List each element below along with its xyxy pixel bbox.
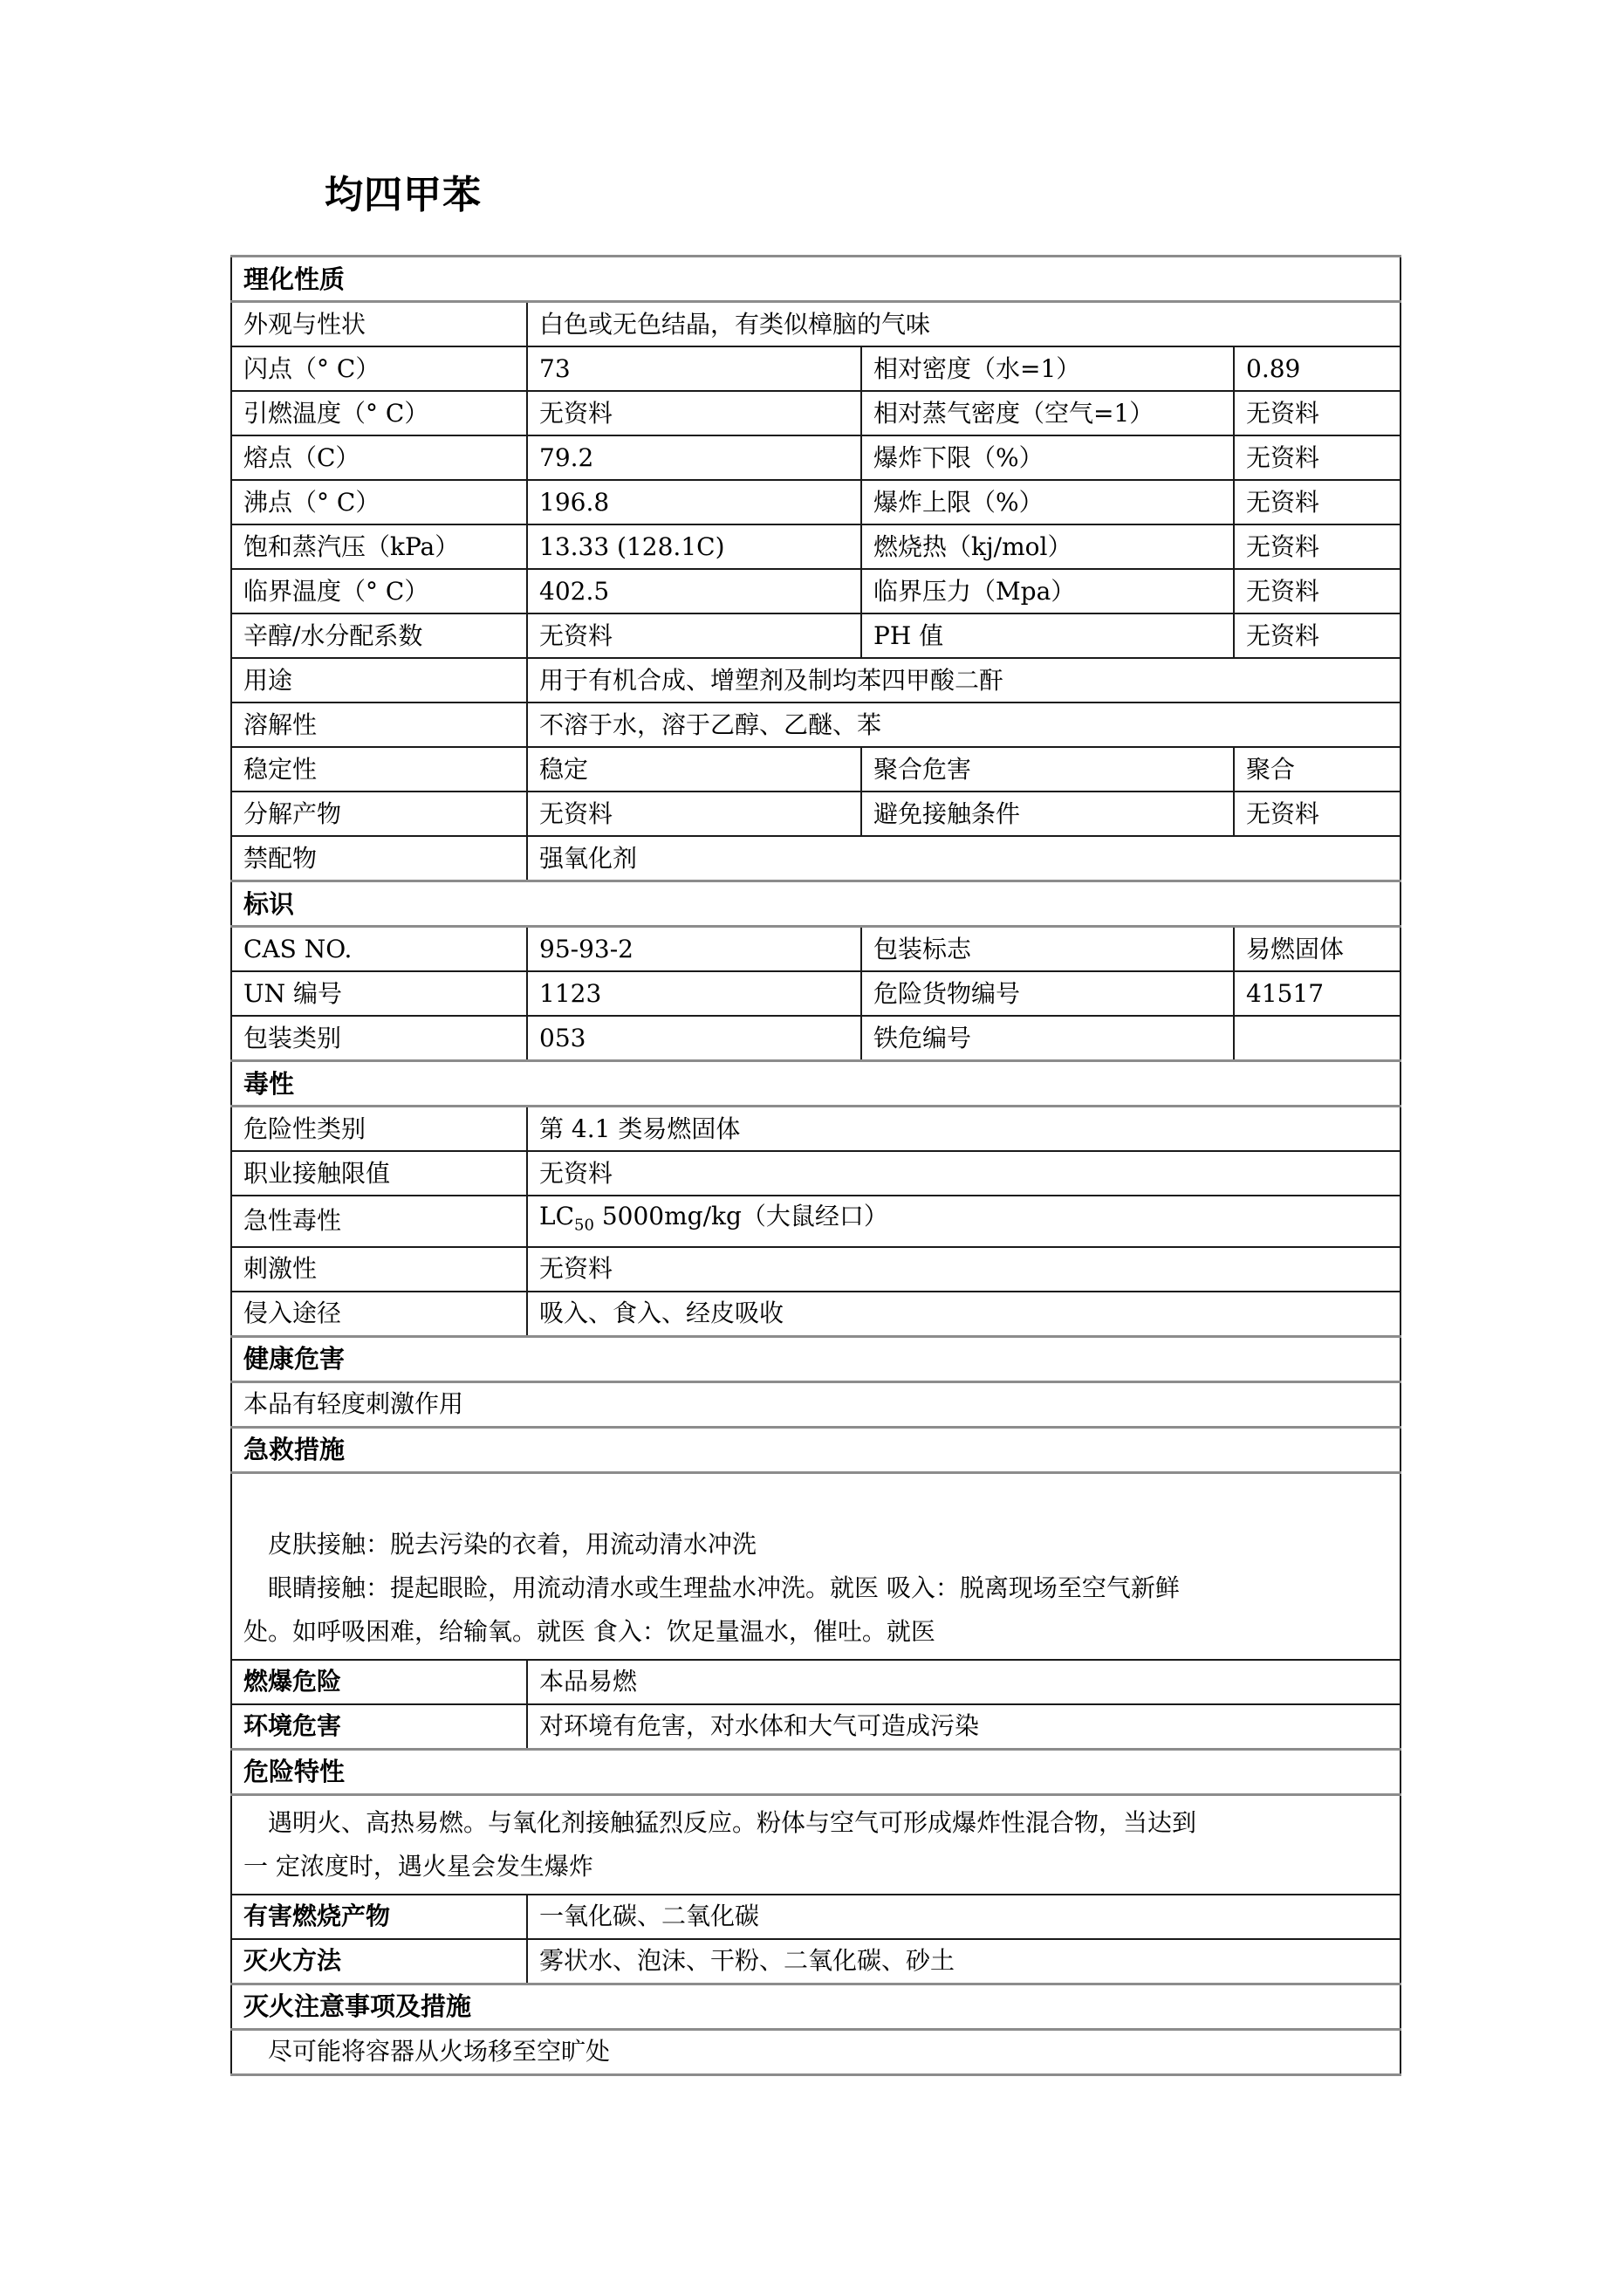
- row-value-cell: 易燃固体: [1234, 927, 1400, 972]
- row-label-cell: 稳定性: [231, 747, 527, 792]
- row-value-cell: 73: [527, 346, 861, 391]
- row-label-cell: 聚合危害: [861, 747, 1234, 792]
- full-width-text-cell: 尽可能将容器从火场移至空旷处: [231, 2029, 1400, 2074]
- row-label-cell: 危险性类别: [231, 1107, 527, 1152]
- row-value-cell: 不溶于水，溶于乙醇、乙醚、苯: [527, 703, 1400, 747]
- text-block-line: 眼睛接触：提起眼睑，用流动清水或生理盐水冲洗。就医 吸入：脱离现场至空气新鲜: [243, 1573, 1180, 1602]
- table-row: [231, 524, 1400, 569]
- section-header-cell: 急救措施: [231, 1427, 1400, 1472]
- row-label-cell: 职业接触限值: [231, 1151, 527, 1196]
- row-label-cell: 相对密度（水=1）: [861, 346, 1234, 391]
- row-label-cell: 引燃温度（° C）: [231, 391, 527, 435]
- table-row: [231, 1247, 1400, 1292]
- table-row: [231, 792, 1400, 836]
- row-value-cell: 0.89: [1234, 346, 1400, 391]
- row-label-cell: UN 编号: [231, 971, 527, 1016]
- row-label-cell: 铁危编号: [861, 1016, 1234, 1061]
- table-row: [231, 302, 1400, 347]
- row-label-cell: 侵入途径: [231, 1292, 527, 1337]
- row-value-cell: 雾状水、泡沫、干粉、二氧化碳、砂土: [527, 1939, 1400, 1984]
- text-block-line: [243, 1479, 1393, 1523]
- row-label-cell: 溶解性: [231, 703, 527, 747]
- row-label-cell: 分解产物: [231, 792, 527, 836]
- table-row: [231, 1939, 1400, 1984]
- row-value-cell: 稳定: [527, 747, 861, 792]
- table-row: [231, 1427, 1400, 1472]
- text-block-line: 一 定浓度时，遇火星会发生爆炸: [243, 1851, 593, 1881]
- row-label-cell: 闪点（° C）: [231, 346, 527, 391]
- row-value-cell: 强氧化剂: [527, 836, 1400, 881]
- row-label-cell: 临界压力（Mpa）: [861, 569, 1234, 613]
- row-label-cell: 包装标志: [861, 927, 1234, 972]
- table-row: [231, 836, 1400, 881]
- table-row: [231, 1704, 1400, 1750]
- row-value-cell: 第 4.1 类易燃固体: [527, 1107, 1400, 1152]
- row-value-cell: 无资料: [527, 1247, 1400, 1292]
- row-label-cell: CAS NO.: [231, 927, 527, 972]
- row-value-cell: 无资料: [527, 613, 861, 658]
- text-block-line: 遇明火、高热易燃。与氧化剂接触猛烈反应。粉体与空气可形成爆炸性混合物，当达到: [243, 1807, 1197, 1837]
- row-label-cell: 辛醇/水分配系数: [231, 613, 527, 658]
- section-header-cell: 毒性: [231, 1061, 1400, 1107]
- table-row: [231, 1381, 1400, 1427]
- full-width-text-cell: 本品有轻度刺激作用: [231, 1381, 1400, 1427]
- table-row: [231, 1061, 1400, 1107]
- table-row: [231, 881, 1400, 927]
- section-header-cell: 健康危害: [231, 1336, 1400, 1381]
- section-header-cell: 理化性质: [231, 257, 1400, 302]
- table-row: [231, 391, 1400, 435]
- text-block-cell: [231, 1794, 1400, 1895]
- row-value-cell: 本品易燃: [527, 1660, 1400, 1704]
- table-row: [231, 747, 1400, 792]
- table-row: [231, 569, 1400, 613]
- section-header-cell: 灭火注意事项及措施: [231, 1984, 1400, 2029]
- row-label-cell: 有害燃烧产物: [231, 1895, 527, 1939]
- row-label-cell: 爆炸上限（%）: [861, 480, 1234, 524]
- row-value-cell: 无资料: [1234, 792, 1400, 836]
- table-row: [231, 435, 1400, 480]
- row-label-cell: 刺激性: [231, 1247, 527, 1292]
- row-label-cell: 燃爆危险: [231, 1660, 527, 1704]
- table-row: [231, 346, 1400, 391]
- table-row: [231, 1151, 1400, 1196]
- row-value-cell: 对环境有危害，对水体和大气可造成污染: [527, 1704, 1400, 1750]
- table-row: [231, 1984, 1400, 2029]
- table-row: [231, 1016, 1400, 1061]
- row-value-cell: 无资料: [1234, 569, 1400, 613]
- section-header-cell: 标识: [231, 881, 1400, 927]
- table-row: [231, 1660, 1400, 1704]
- row-label-cell: 用途: [231, 658, 527, 703]
- row-value-cell: 13.33 (128.1C): [527, 524, 861, 569]
- table-row: [231, 703, 1400, 747]
- row-value-cell: 白色或无色结晶，有类似樟脑的气味: [527, 302, 1400, 347]
- row-value-cell: 402.5: [527, 569, 861, 613]
- row-value-cell: 无资料: [1234, 435, 1400, 480]
- table-row: [231, 1895, 1400, 1939]
- row-label-cell: 灭火方法: [231, 1939, 527, 1984]
- table-row: [231, 971, 1400, 1016]
- row-value-cell: 无资料: [527, 1151, 1400, 1196]
- section-header-cell: 危险特性: [231, 1749, 1400, 1794]
- row-label-cell: 包装类别: [231, 1016, 527, 1061]
- value-text: LC: [539, 1202, 575, 1230]
- table-row: [231, 480, 1400, 524]
- row-value-cell: 吸入、食入、经皮吸收: [527, 1292, 1400, 1337]
- row-label-cell: 熔点（C）: [231, 435, 527, 480]
- row-value-cell: 用于有机合成、增塑剂及制均苯四甲酸二酐: [527, 658, 1400, 703]
- row-label-cell: 危险货物编号: [861, 971, 1234, 1016]
- row-value-cell: 无资料: [1234, 480, 1400, 524]
- page-title: 均四甲苯: [325, 173, 482, 217]
- row-label-cell: 临界温度（° C）: [231, 569, 527, 613]
- row-value-cell: [1234, 1016, 1400, 1061]
- row-label-cell: 沸点（° C）: [231, 480, 527, 524]
- row-label-cell: 急性毒性: [231, 1196, 527, 1247]
- row-label-cell: 相对蒸气密度（空气=1）: [861, 391, 1234, 435]
- row-value-cell: 一氧化碳、二氧化碳: [527, 1895, 1400, 1939]
- table-row: [231, 1472, 1400, 1660]
- table-row: [231, 1196, 1400, 1247]
- row-value-cell: 无资料: [527, 391, 861, 435]
- table-row: [231, 658, 1400, 703]
- row-label-cell: 燃烧热（kj/mol）: [861, 524, 1234, 569]
- row-value-cell: 1123: [527, 971, 861, 1016]
- row-label-cell: 爆炸下限（%）: [861, 435, 1234, 480]
- table-row: [231, 2029, 1400, 2074]
- table-row: [231, 257, 1400, 302]
- text-block-line: 处。如呼吸困难，给输氧。就医 食入：饮足量温水，催吐。就医: [243, 1616, 935, 1646]
- table-row: [231, 1794, 1400, 1895]
- row-value-cell: 196.8: [527, 480, 861, 524]
- row-value-cell: 41517: [1234, 971, 1400, 1016]
- msds-table: [230, 255, 1401, 2076]
- row-value-cell: 无资料: [1234, 613, 1400, 658]
- row-value-cell: 053: [527, 1016, 861, 1061]
- value-subscript: 50: [574, 1216, 594, 1235]
- row-value-cell: [527, 1196, 1400, 1247]
- row-value-cell: 无资料: [1234, 391, 1400, 435]
- table-row: [231, 1336, 1400, 1381]
- table-row: [231, 927, 1400, 972]
- table-row: [231, 1749, 1400, 1794]
- value-text: 5000mg/kg（大鼠经口）: [593, 1202, 888, 1230]
- table-row: [231, 1292, 1400, 1337]
- row-value-cell: 聚合: [1234, 747, 1400, 792]
- row-label-cell: PH 值: [861, 613, 1234, 658]
- row-label-cell: 外观与性状: [231, 302, 527, 347]
- table-row: [231, 613, 1400, 658]
- table-row: [231, 1107, 1400, 1152]
- row-label-cell: 禁配物: [231, 836, 527, 881]
- row-label-cell: 饱和蒸汽压（kPa）: [231, 524, 527, 569]
- text-block-line: 皮肤接触：脱去污染的衣着，用流动清水冲洗: [243, 1529, 757, 1559]
- row-label-cell: 环境危害: [231, 1704, 527, 1750]
- row-value-cell: 95-93-2: [527, 927, 861, 972]
- row-value-cell: 79.2: [527, 435, 861, 480]
- row-value-cell: 无资料: [1234, 524, 1400, 569]
- row-label-cell: 避免接触条件: [861, 792, 1234, 836]
- row-value-cell: 无资料: [527, 792, 861, 836]
- text-block-cell: [231, 1472, 1400, 1660]
- msds-table-body: [231, 257, 1400, 2075]
